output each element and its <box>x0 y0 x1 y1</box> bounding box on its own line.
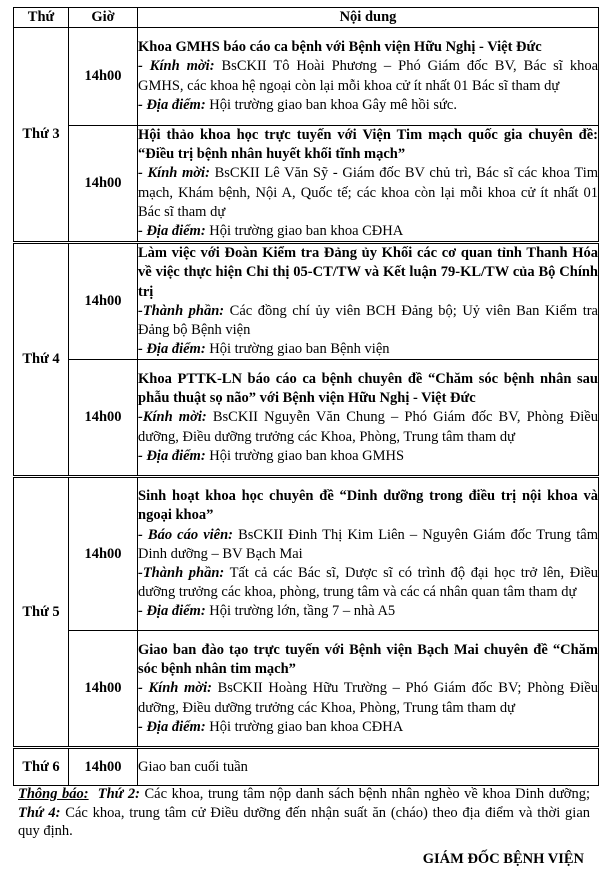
notice-d2-label: Thứ 2: <box>97 786 140 802</box>
event-line: -Kính mời: BsCKII Nguyễn Văn Chung – Phó Giám đốc BV, Phòng Điều dưỡng, Điều dưỡng trưởng các Khoa, Phòng, Trung tâm tham dự <box>138 409 598 445</box>
event-cell <box>138 477 599 631</box>
time-cell: 14h00 <box>69 126 138 243</box>
event-cell: Giao ban cuối tuần <box>138 748 599 786</box>
event-line: - Địa điểm: Hội trường giao ban khoa CĐHA <box>138 718 404 735</box>
table-row <box>14 360 599 477</box>
event-line: - Địa điểm: Hội trường giao ban khoa Gây mê hồi sức. <box>138 96 457 113</box>
notice-d4-label: Thứ 4: <box>18 804 61 821</box>
event-line: - Địa điểm: Hội trường lớn, tầng 7 – nhà A5 <box>138 603 396 620</box>
table-row <box>14 126 599 243</box>
day-cell-thu3: Thứ 3 <box>14 28 69 243</box>
event-title: Khoa GMHS báo cáo ca bệnh với Bệnh viện Hữu Nghị - Việt Đức <box>138 39 542 56</box>
header-time: Giờ <box>69 8 138 28</box>
event-title: Giao ban đào tạo trực tuyến với Bệnh viện Bạch Mai chuyên đề “Chăm sóc bệnh nhân tim mạch” <box>138 641 598 678</box>
event-line: - Kính mời: BsCKII Tô Hoài Phương – Phó Giám đốc BV, Bác sĩ khoa GMHS, các khoa hệ ngoại còn lại mỗi khoa cử ít nhất 01 Bác sĩ tham dự <box>138 58 598 94</box>
time-cell: 14h00 <box>69 748 138 786</box>
event-title: Khoa PTTK-LN báo cáo ca bệnh chuyên đề “Chăm sóc bệnh nhân sau phẫu thuật sọ não” với Bệnh viện Hữu Nghị - Việt Đức <box>138 370 598 407</box>
event-line: - Địa điểm: Hội trường giao ban khoa GMHS <box>138 447 405 464</box>
day-cell-thu5: Thứ 5 <box>14 477 69 748</box>
time-cell: 14h00 <box>69 631 138 748</box>
event-line: -Thành phần: Các đồng chí ủy viên BCH Đảng bộ; Uỷ viên Ban Kiểm tra Đảng bộ Bệnh viện <box>138 302 598 339</box>
table-row <box>14 631 599 748</box>
notice-d2-text: Các khoa, trung tâm nộp danh sách bệnh nhân nghèo về khoa Dinh dưỡng; <box>139 786 590 802</box>
notice-paragraph <box>18 785 590 841</box>
event-line: - Báo cáo viên: BsCKII Đinh Thị Kim Liên – Nguyên Giám đốc Trung tâm Dinh dưỡng – BV Bạch Mai <box>138 526 598 562</box>
time-cell: 14h00 <box>69 28 138 126</box>
schedule-table <box>13 7 599 786</box>
notice-label: Thông báo: <box>18 786 89 802</box>
signature-title: GIÁM ĐỐC BỆNH VIỆN <box>422 851 584 867</box>
event-cell <box>138 360 599 477</box>
header-content: Nội dung <box>138 8 599 28</box>
event-title: Sinh hoạt khoa học chuyên đề “Dinh dưỡng trong điều trị nội khoa và ngoại khoa” <box>138 488 598 524</box>
notice-d4-text: Các khoa, trung tâm cử Điều dưỡng đến nhận suất ăn (cháo) theo địa điểm và thời gian quy định. <box>18 804 591 839</box>
table-row <box>14 28 599 126</box>
day-cell-thu4: Thứ 4 <box>14 243 69 477</box>
header-day: Thứ <box>14 8 69 28</box>
table-row <box>14 243 599 360</box>
day-cell-thu6: Thứ 6 <box>14 748 69 786</box>
table-row <box>14 748 599 786</box>
event-line: -Thành phần: Tất cả các Bác sĩ, Dược sĩ có trình độ đại học trở lên, Điều dưỡng trưởng các khoa, phòng, trung tâm và các cá nhân quan tâm tham dự <box>138 565 598 601</box>
event-line: - Kính mời: BsCKII Lê Văn Sỹ - Giám đốc BV chủ trì, Bác sĩ các khoa Tim mạch, Khám bệnh, Nội A, Quốc tế; các khoa còn lại mỗi khoa cử ít nhất 01 Bác sĩ tham dự <box>138 165 598 220</box>
table-header-row <box>14 8 599 28</box>
event-line: - Địa điểm: Hội trường giao ban khoa CĐHA <box>138 223 404 240</box>
event-cell <box>138 631 599 748</box>
event-cell <box>138 126 599 243</box>
time-cell: 14h00 <box>69 477 138 631</box>
table-row <box>14 477 599 631</box>
time-cell: 14h00 <box>69 360 138 477</box>
event-line: - Kính mời: BsCKII Hoàng Hữu Trường – Phó Giám đốc BV; Phòng Điều dưỡng, Điều dưỡng trưởng các Khoa, Phòng, Trung tâm tham dự <box>138 680 598 716</box>
event-cell <box>138 28 599 126</box>
time-cell: 14h00 <box>69 243 138 360</box>
event-title: Hội thảo khoa học trực tuyến với Viện Tim mạch quốc gia chuyên đề: “Điều trị bệnh nhân huyết khối tĩnh mạch” <box>138 127 598 163</box>
event-cell <box>138 243 599 360</box>
event-line: - Địa điểm: Hội trường giao ban Bệnh viện <box>138 341 390 358</box>
event-title: Làm việc với Đoàn Kiểm tra Đảng ủy Khối các cơ quan tỉnh Thanh Hóa về việc thực hiện Chỉ thị 05-CT/TW và Kết luận 79-KL/TW của Bộ Chính trị <box>138 245 598 300</box>
